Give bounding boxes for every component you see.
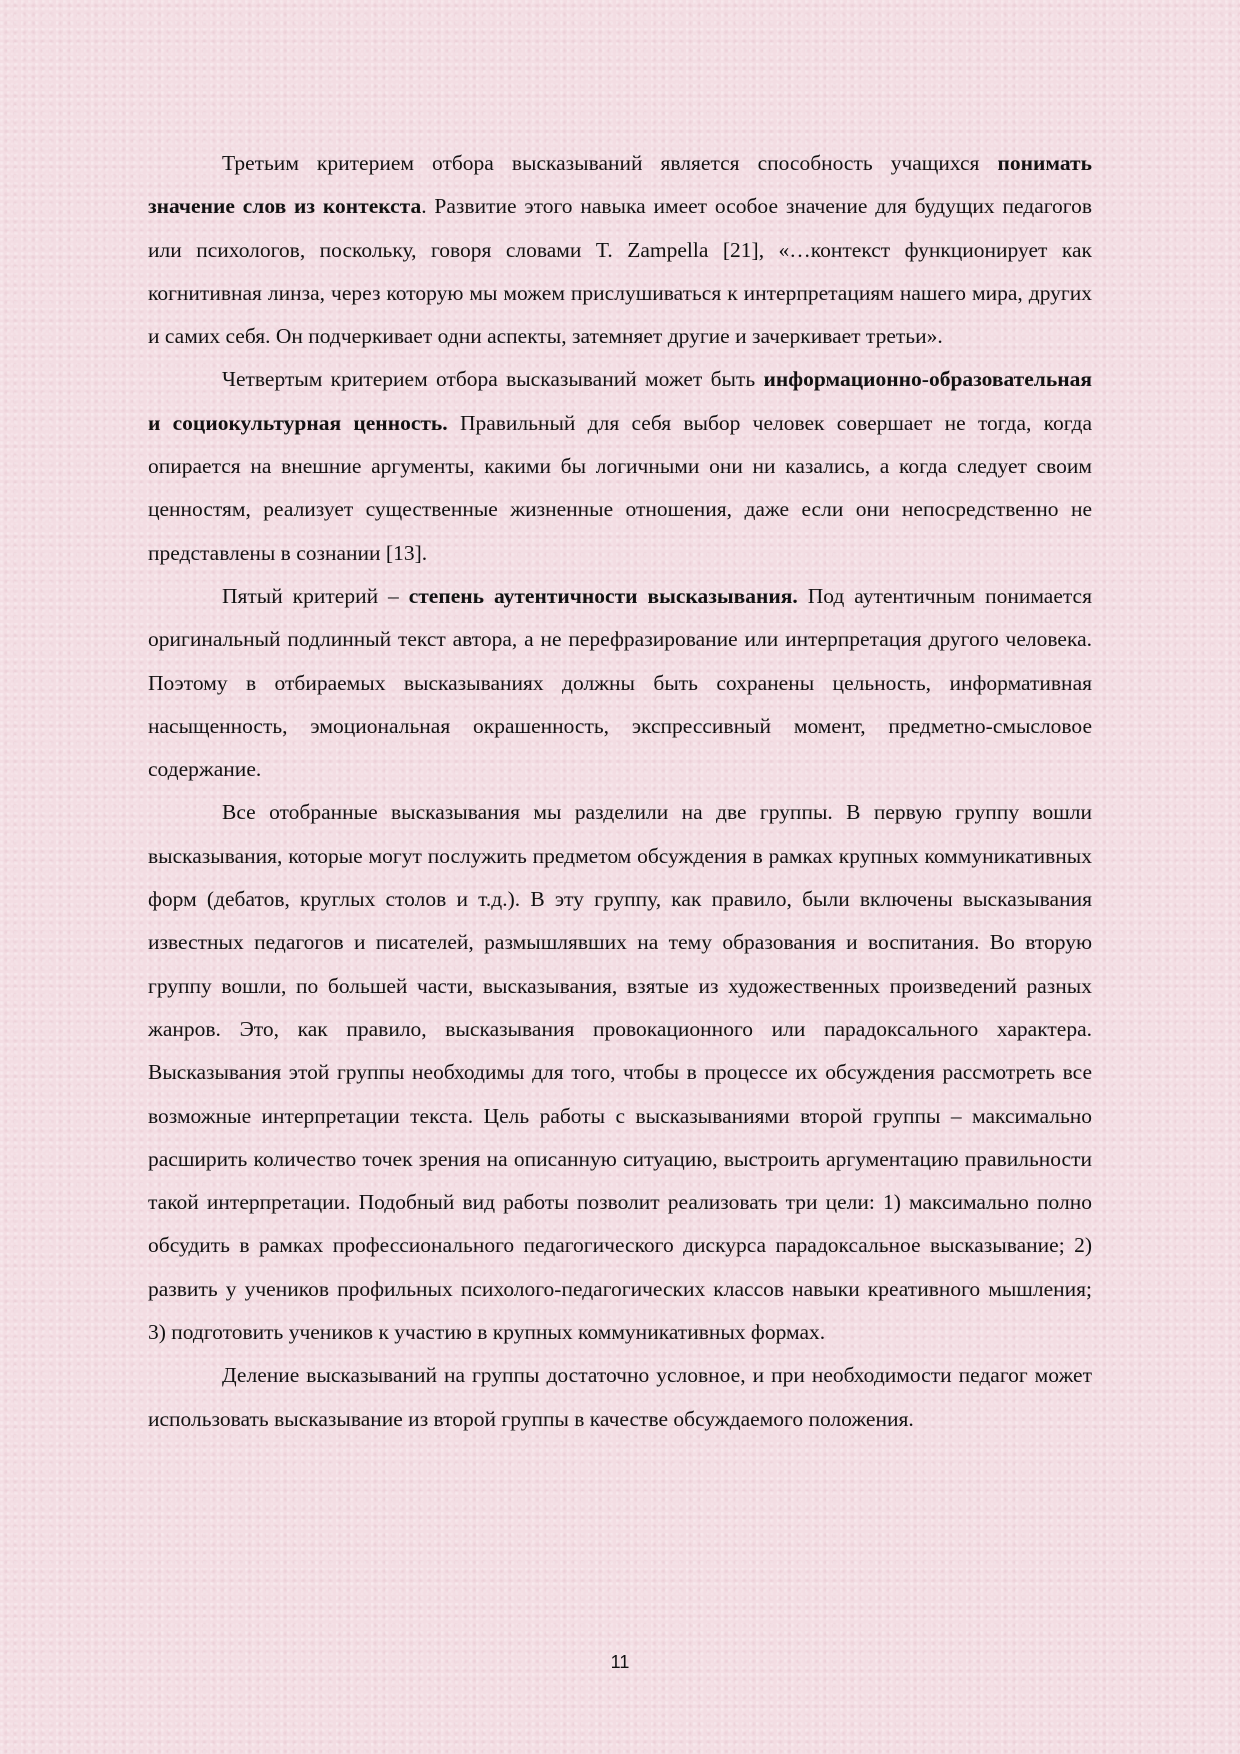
paragraph-text: Четвертым критерием отбора высказываний может быть [222, 367, 764, 392]
paragraph-text: Деление высказываний на группы достаточно условное, и при необходимости педагог может использовать высказывание из второй группы в качестве обсуждаемого положения. [148, 1363, 1092, 1431]
paragraph-text: . Развитие этого навыка имеет особое значение для будущих педагогов или психологов, поскольку, говоря словами T. Zampella [21], «…контекст функционирует как когнитивная линза, через которую мы можем прислушиваться к интерпретациям нашего мира, других и самих себя. Он подчеркивает одни аспекты, затемняет другие и зачеркивает третьи». [148, 194, 1092, 349]
paragraph-text: Под аутентичным понимается оригинальный подлинный текст автора, а не перефразирование или интерпретация другого человека. Поэтому в отбираемых высказываниях должны быть сохранены цельность, информативная насыщенность, эмоциональная окрашенность, экспрессивный момент, предметно-смысловое содержание. [148, 583, 1092, 782]
paragraph-conclusion [148, 1354, 1092, 1441]
paragraph-groups [148, 791, 1092, 1354]
bold-term: степень аутентичности высказывания. [408, 583, 798, 608]
paragraph-fifth-criterion [148, 575, 1092, 791]
bold-term: информационно-образовательная и социокультурная ценность. [148, 367, 1092, 435]
paragraph-text: Все отобранные высказывания мы разделили на две группы. В первую группу вошли высказывания, которые могут послужить предметом обсуждения в рамках крупных коммуникативных форм (дебатов, круглых столов и т.д.). В эту группу, как правило, были включены высказывания известных педагогов и писателей, размышлявших на тему образования и воспитания. Во вторую группу вошли, по большей части, высказывания, взятые из художественных произведений разных жанров. Это, как правило, высказывания провокационного или парадоксального характера. Высказывания этой группы необходимы для того, чтобы в процессе их обсуждения рассмотреть все возможные интерпретации текста. Цель работы с высказываниями второй группы – максимально расширить количество точек зрения на описанную ситуацию, выстроить аргументацию правильности такой интерпретации. Подобный вид работы позволит реализовать три цели: 1) максимально полно обсудить в рамках профессионального педагогического дискурса парадоксальное высказывание; 2) развить у учеников профильных психолого-педагогических классов навыки креативного мышления; 3) подготовить учеников к участию в крупных коммуникативных формах. [148, 800, 1092, 1345]
page-number: 11 [610, 1652, 630, 1672]
paragraph-text: Правильный для себя выбор человек совершает не тогда, когда опирается на внешние аргументы, какими бы логичными они ни казались, а когда следует своим ценностям, реализует существенные жизненные отношения, даже если они непосредственно не представлены в сознании [13]. [148, 410, 1092, 565]
paragraph-text: Пятый критерий – [222, 583, 409, 608]
page-body [148, 142, 1092, 1441]
paragraph-third-criterion [148, 142, 1092, 358]
paragraph-text: Третьим критерием отбора высказываний является способность учащихся [222, 151, 998, 175]
bold-term: понимать значение слов из контекста [148, 151, 1092, 219]
paragraph-fourth-criterion [148, 358, 1092, 574]
